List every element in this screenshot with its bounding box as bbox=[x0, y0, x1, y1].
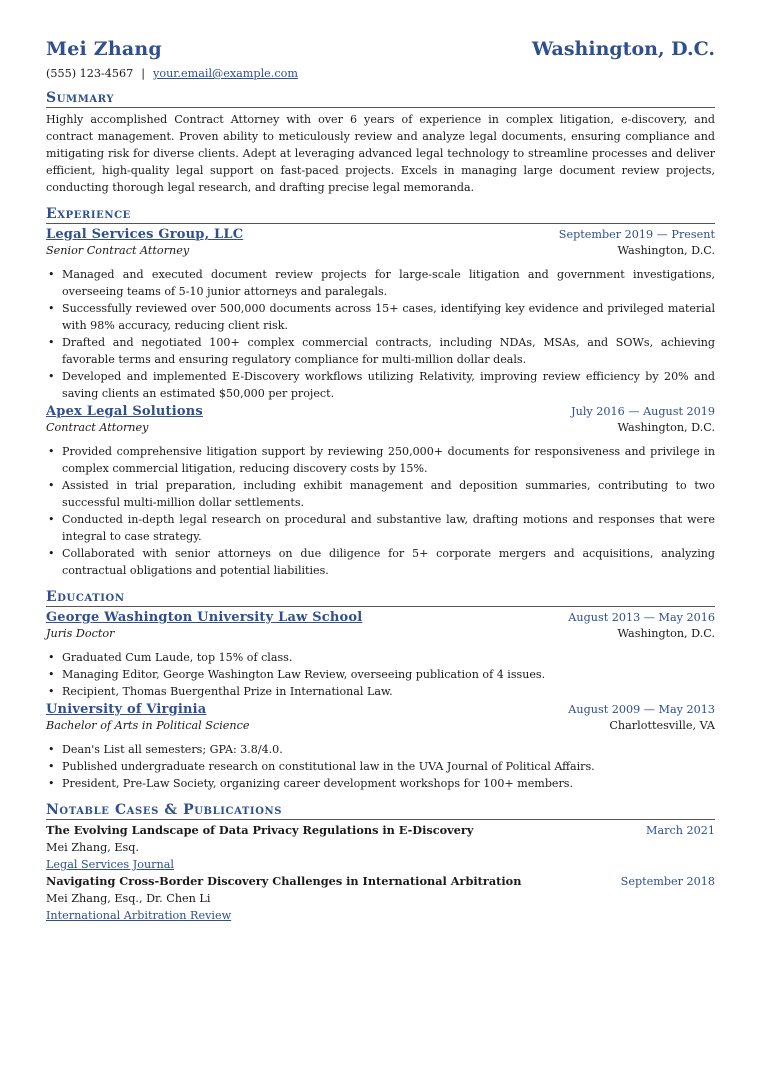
bullet-text: Graduated Cum Laude, top 15% of class. bbox=[62, 651, 293, 664]
contact-separator: | bbox=[141, 67, 146, 80]
bullet-text: President, Pre-Law Society, organizing career development workshops for 100+ members. bbox=[62, 777, 574, 790]
bullet-list bbox=[46, 741, 715, 792]
publication-authors: Mei Zhang, Esq., Dr. Chen Li bbox=[46, 892, 211, 905]
bullet-item bbox=[46, 666, 715, 683]
publication-title: The Evolving Landscape of Data Privacy Regulations in E-Discovery bbox=[46, 823, 474, 837]
bullet-item bbox=[46, 266, 715, 300]
job-title: Senior Contract Attorney bbox=[46, 244, 190, 257]
bullet-text: Managed and executed document review projects for large-scale litigation and government investigations, overseeing teams of 5-10 junior attorneys and paralegals. bbox=[62, 268, 715, 298]
school-link[interactable]: George Washington University Law School bbox=[46, 610, 363, 625]
publication-title: Navigating Cross-Border Discovery Challenges in International Arbitration bbox=[46, 874, 522, 888]
publication-date: September 2018 bbox=[620, 875, 715, 888]
publication-item bbox=[46, 823, 715, 871]
bullet-item bbox=[46, 443, 715, 477]
bullet-icon: • bbox=[48, 685, 55, 698]
bullet-item bbox=[46, 683, 715, 700]
bullet-list bbox=[46, 649, 715, 700]
bullet-icon: • bbox=[48, 668, 55, 681]
bullet-item bbox=[46, 511, 715, 545]
employer-link[interactable]: Legal Services Group, LLC bbox=[46, 227, 244, 242]
publication-authors: Mei Zhang, Esq. bbox=[46, 841, 139, 854]
entry-date: August 2013 — May 2016 bbox=[568, 611, 715, 624]
contact-line bbox=[46, 67, 715, 80]
education-entry bbox=[46, 610, 715, 700]
entry-location: Washington, D.C. bbox=[617, 627, 715, 640]
bullet-item bbox=[46, 545, 715, 579]
experience-entry bbox=[46, 227, 715, 402]
publication-venue-link[interactable]: International Arbitration Review bbox=[46, 909, 232, 922]
publication-venue-link[interactable]: Legal Services Journal bbox=[46, 858, 174, 871]
bullet-icon: • bbox=[48, 302, 55, 315]
experience-entry bbox=[46, 404, 715, 579]
candidate-location: Washington, D.C. bbox=[531, 38, 715, 60]
job-title: Contract Attorney bbox=[46, 421, 149, 434]
degree: Juris Doctor bbox=[46, 627, 115, 640]
bullet-item bbox=[46, 741, 715, 758]
bullet-icon: • bbox=[48, 760, 55, 773]
bullet-item bbox=[46, 758, 715, 775]
resume-header bbox=[46, 38, 715, 60]
bullet-item bbox=[46, 368, 715, 402]
resume-page bbox=[46, 38, 715, 922]
school-link[interactable]: University of Virginia bbox=[46, 702, 207, 717]
bullet-icon: • bbox=[48, 336, 55, 349]
entry-location: Washington, D.C. bbox=[617, 421, 715, 434]
bullet-icon: • bbox=[48, 743, 55, 756]
bullet-text: Developed and implemented E-Discovery workflows utilizing Relativity, improving review efficiency by 20% and saving clients an estimated $50,000 per project. bbox=[62, 370, 715, 400]
section-title-experience: Experience bbox=[46, 206, 715, 224]
bullet-text: Conducted in-depth legal research on procedural and substantive law, drafting motions and responses that were integral to case strategy. bbox=[62, 513, 715, 543]
bullet-icon: • bbox=[48, 370, 55, 383]
bullet-item bbox=[46, 775, 715, 792]
bullet-icon: • bbox=[48, 777, 55, 790]
entry-location: Washington, D.C. bbox=[617, 244, 715, 257]
bullet-item bbox=[46, 477, 715, 511]
publication-date: March 2021 bbox=[646, 824, 715, 837]
bullet-text: Recipient, Thomas Buergenthal Prize in International Law. bbox=[62, 685, 393, 698]
entry-date: September 2019 — Present bbox=[558, 228, 715, 241]
bullet-text: Drafted and negotiated 100+ complex commercial contracts, including NDAs, MSAs, and SOWs, achieving favorable terms and ensuring regulatory compliance for multi-million dollar deals. bbox=[62, 336, 715, 366]
bullet-item bbox=[46, 649, 715, 666]
bullet-text: Published undergraduate research on constitutional law in the UVA Journal of Political Affairs. bbox=[62, 760, 595, 773]
bullet-icon: • bbox=[48, 547, 55, 560]
bullet-text: Provided comprehensive litigation support by reviewing 250,000+ documents for responsiveness and privilege in complex commercial litigation, reducing discovery costs by 15%. bbox=[62, 445, 715, 475]
section-title-publications: Notable Cases & Publications bbox=[46, 802, 715, 820]
bullet-text: Managing Editor, George Washington Law Review, overseeing publication of 4 issues. bbox=[62, 668, 546, 681]
bullet-icon: • bbox=[48, 445, 55, 458]
entry-date: July 2016 — August 2019 bbox=[571, 405, 715, 418]
entry-date: August 2009 — May 2013 bbox=[568, 703, 715, 716]
employer-link[interactable]: Apex Legal Solutions bbox=[46, 404, 203, 419]
candidate-name: Mei Zhang bbox=[46, 38, 162, 60]
section-title-education: Education bbox=[46, 589, 715, 607]
bullet-icon: • bbox=[48, 513, 55, 526]
degree: Bachelor of Arts in Political Science bbox=[46, 719, 250, 732]
summary-text: Highly accomplished Contract Attorney with over 6 years of experience in complex litigation, e-discovery, and contract management. Proven ability to meticulously review and analyze legal documents, ensuring compliance and mitigating risk for diverse clients. Adept at leveraging advanced legal technology to streamline processes and deliver efficient, high-quality legal support on fast-paced projects. Excels in managing large document review projects, conducting thorough legal research, and drafting precise legal memoranda. bbox=[46, 113, 715, 194]
education-entry bbox=[46, 702, 715, 792]
publication-item bbox=[46, 874, 715, 922]
entry-location: Charlottesville, VA bbox=[609, 719, 715, 732]
email-link[interactable]: your.email@example.com bbox=[153, 67, 298, 80]
bullet-text: Collaborated with senior attorneys on due diligence for 5+ corporate mergers and acquisitions, analyzing contractual obligations and potential liabilities. bbox=[62, 547, 715, 577]
bullet-text: Assisted in trial preparation, including exhibit management and deposition summaries, contributing to two successful multi-million dollar settlements. bbox=[62, 479, 715, 509]
bullet-list bbox=[46, 443, 715, 579]
phone-number: (555) 123-4567 bbox=[46, 67, 134, 80]
bullet-text: Dean's List all semesters; GPA: 3.8/4.0. bbox=[62, 743, 283, 756]
bullet-list bbox=[46, 266, 715, 402]
bullet-icon: • bbox=[48, 651, 55, 664]
bullet-item bbox=[46, 300, 715, 334]
bullet-icon: • bbox=[48, 479, 55, 492]
bullet-text: Successfully reviewed over 500,000 documents across 15+ cases, identifying key evidence and privileged material with 98% accuracy, reducing client risk. bbox=[62, 302, 715, 332]
section-title-summary: Summary bbox=[46, 90, 715, 108]
bullet-item bbox=[46, 334, 715, 368]
bullet-icon: • bbox=[48, 268, 55, 281]
